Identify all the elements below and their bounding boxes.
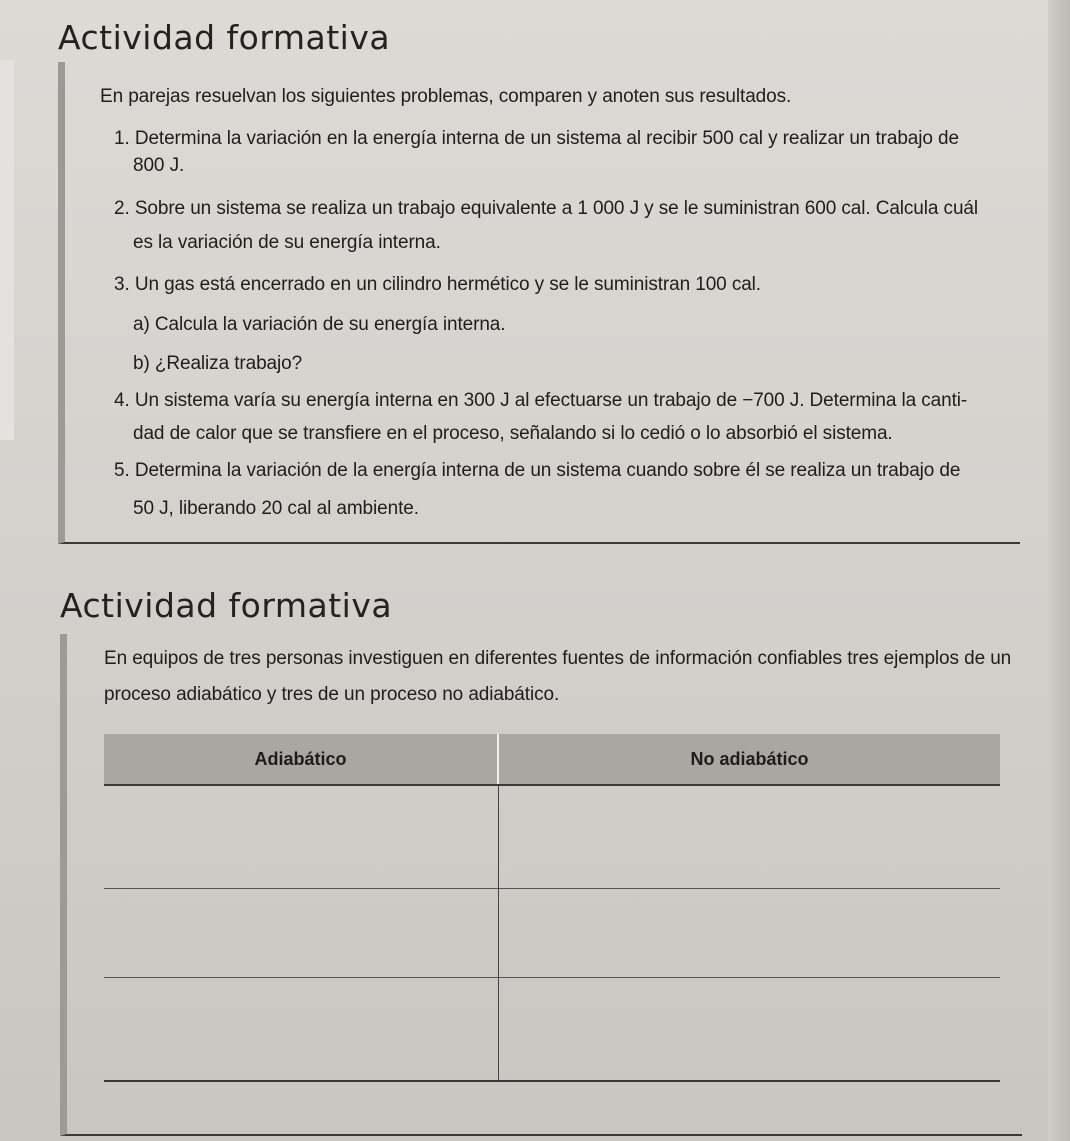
activity-2-line-1: En equipos de tres personas investiguen en diferentes fuentes de información confiables tres ejemplos de un <box>104 648 1012 669</box>
section-title-2: Actividad formativa <box>60 586 393 625</box>
answer-cell[interactable] <box>104 889 498 978</box>
problem-2-line-1: 2. Sobre un sistema se realiza un trabajo equivalente a 1 000 J y se le suministran 600 cal. Calcula cuál <box>114 198 978 219</box>
problem-3a: a) Calcula la variación de su energía interna. <box>133 314 506 335</box>
left-margin-strip <box>0 60 14 440</box>
activity-1-intro: En parejas resuelvan los siguientes problemas, comparen y anoten sus resultados. <box>100 86 792 107</box>
problem-4-line-2: dad de calor que se transfiere en el proceso, señalando si lo cedió o lo absorbió el sistema. <box>133 423 893 444</box>
problem-1-line-2: 800 J. <box>133 155 185 176</box>
problem-1-line-1: 1. Determina la variación en la energía interna de un sistema al recibir 500 cal y realizar un trabajo de <box>114 128 959 149</box>
problem-5-line-1: 5. Determina la variación de la energía interna de un sistema cuando sobre él se realiza un trabajo de <box>114 460 961 481</box>
answer-cell[interactable] <box>104 785 498 889</box>
page-edge-shadow <box>1048 0 1070 1141</box>
problem-4-line-1: 4. Un sistema varía su energía interna en 300 J al efectuarse un trabajo de −700 J. Determina la canti- <box>114 390 968 411</box>
answer-cell[interactable] <box>498 977 1000 1081</box>
answer-cell[interactable] <box>104 977 498 1081</box>
answer-cell[interactable] <box>498 785 1000 889</box>
problem-2-line-2: es la variación de su energía interna. <box>133 232 441 253</box>
activity-2-line-2: proceso adiabático y tres de un proceso no adiabático. <box>104 684 560 705</box>
problem-3b: b) ¿Realiza trabajo? <box>133 353 303 374</box>
answer-cell[interactable] <box>498 889 1000 978</box>
section-title-1: Actividad formativa <box>58 18 391 57</box>
answer-table <box>104 734 1000 1082</box>
header-adiabatic: Adiabático <box>104 734 498 785</box>
problem-5-line-2: 50 J, liberando 20 cal al ambiente. <box>133 498 419 519</box>
problem-3-line-1: 3. Un gas está encerrado en un cilindro hermético y se le suministran 100 cal. <box>114 274 761 295</box>
header-non-adiabatic: No adiabático <box>498 734 1000 785</box>
